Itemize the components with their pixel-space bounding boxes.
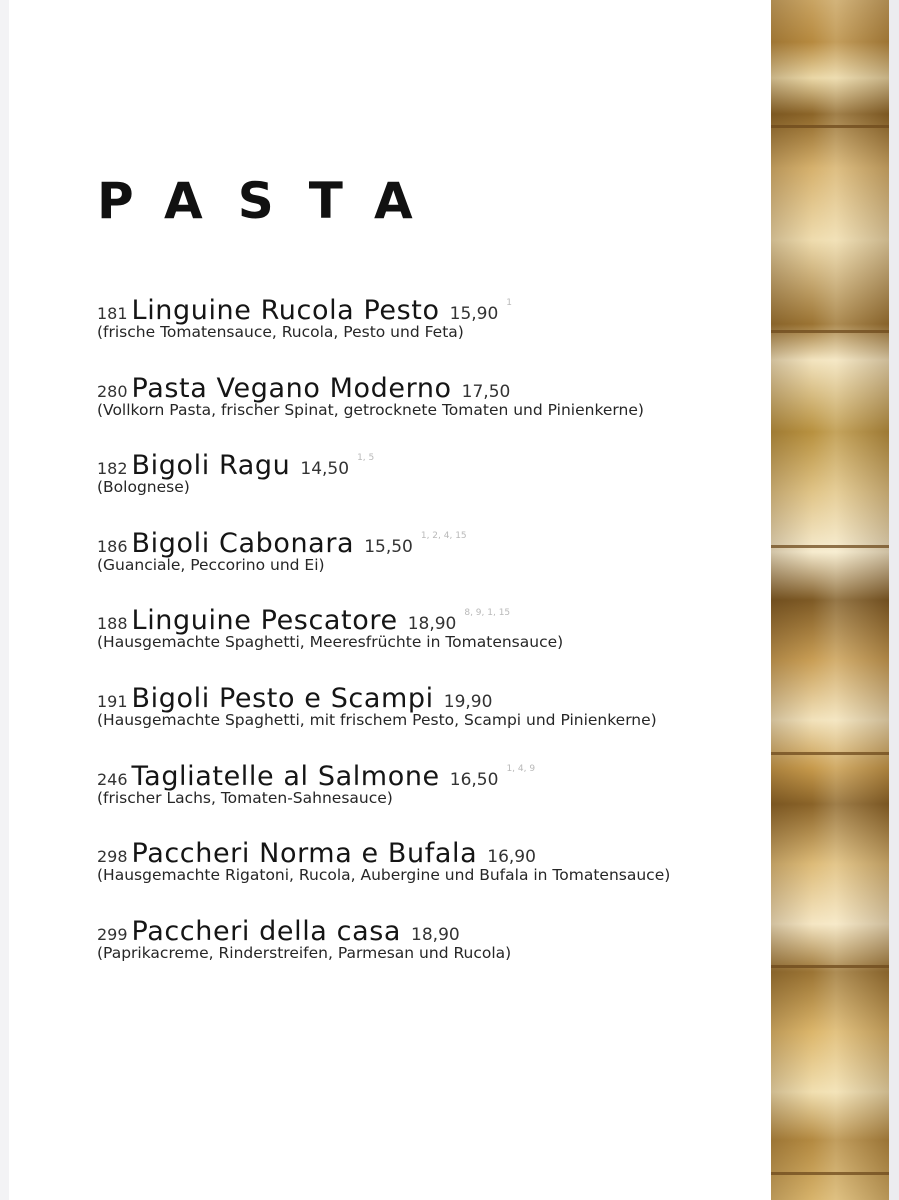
item-description: (Hausgemachte Rigatoni, Rucola, Aubergine und Bufala in Tomatensauce) bbox=[97, 866, 671, 885]
menu-item-line bbox=[97, 674, 762, 714]
item-name: Bigoli Pesto e Scampi bbox=[131, 682, 434, 714]
menu-item bbox=[97, 441, 762, 519]
menu-item bbox=[97, 364, 762, 442]
item-description: (Guanciale, Peccorino und Ei) bbox=[97, 555, 325, 574]
item-price: 18,90 bbox=[407, 614, 457, 635]
menu-item-line bbox=[97, 519, 762, 559]
pasta-photo-shading bbox=[771, 0, 889, 1200]
item-allergens: 1, 2, 4, 15 bbox=[420, 530, 467, 541]
pasta-groove bbox=[771, 545, 889, 548]
pasta-groove bbox=[771, 965, 889, 968]
item-number: 182 bbox=[97, 459, 128, 479]
item-number: 181 bbox=[97, 304, 128, 323]
pasta-groove bbox=[771, 330, 889, 333]
item-number: 186 bbox=[97, 536, 128, 556]
item-price: 15,50 bbox=[364, 536, 413, 557]
item-price: 19,90 bbox=[443, 691, 493, 712]
item-allergens: 1, 5 bbox=[357, 453, 375, 464]
item-number: 246 bbox=[97, 769, 128, 789]
item-description: (frischer Lachs, Tomaten-Sahnesauce) bbox=[97, 788, 393, 807]
menu-item-line bbox=[97, 596, 762, 637]
item-name: Paccheri della casa bbox=[131, 915, 402, 947]
item-name: Bigoli Ragu bbox=[131, 450, 291, 482]
menu-item bbox=[97, 519, 762, 597]
item-number: 298 bbox=[97, 847, 128, 867]
menu-item-line bbox=[97, 752, 762, 792]
item-description: (Hausgemachte Spaghetti, mit frischem Pesto, Scampi und Pinienkerne) bbox=[97, 710, 657, 729]
item-allergens: 8, 9, 1, 15 bbox=[464, 608, 511, 619]
menu-item-line bbox=[97, 286, 762, 326]
item-name: Tagliatelle al Salmone bbox=[131, 760, 440, 792]
item-number: 280 bbox=[97, 381, 128, 401]
item-name: Linguine Rucola Pesto bbox=[131, 295, 440, 326]
menu-item bbox=[97, 286, 762, 364]
item-price: 18,90 bbox=[411, 924, 460, 945]
item-description: (Hausgemachte Spaghetti, Meeresfrüchte in Tomatensauce) bbox=[97, 633, 564, 652]
item-price: 17,50 bbox=[461, 381, 511, 402]
menu-item-line bbox=[97, 829, 762, 870]
item-allergens: 1 bbox=[506, 298, 513, 308]
pasta-groove bbox=[771, 1172, 889, 1175]
page-edge bbox=[889, 0, 899, 1200]
item-price: 16,90 bbox=[487, 847, 536, 868]
menu-item-line bbox=[97, 907, 762, 947]
item-price: 15,90 bbox=[449, 304, 499, 324]
menu-item bbox=[97, 829, 762, 907]
menu-section-title: PASTA bbox=[97, 172, 448, 230]
item-name: Linguine Pescatore bbox=[131, 605, 398, 637]
item-name: Paccheri Norma e Bufala bbox=[131, 838, 478, 870]
menu-list bbox=[97, 286, 762, 984]
item-number: 188 bbox=[97, 614, 128, 634]
menu-item bbox=[97, 752, 762, 830]
item-description: (Paprikacreme, Rinderstreifen, Parmesan und Rucola) bbox=[97, 943, 512, 962]
menu-item-line bbox=[97, 441, 762, 482]
item-price: 16,50 bbox=[449, 769, 499, 790]
pasta-photo bbox=[771, 0, 889, 1200]
item-allergens: 1, 4, 9 bbox=[506, 763, 536, 774]
item-description: (Vollkorn Pasta, frischer Spinat, getrocknete Tomaten und Pinienkerne) bbox=[97, 400, 644, 419]
pasta-groove bbox=[771, 125, 889, 128]
item-description: (frische Tomatensauce, Rucola, Pesto und Feta) bbox=[97, 323, 464, 341]
menu-item bbox=[97, 674, 762, 752]
item-name: Bigoli Cabonara bbox=[131, 527, 355, 559]
menu-item bbox=[97, 907, 762, 985]
item-name: Pasta Vegano Moderno bbox=[131, 372, 452, 404]
menu-item bbox=[97, 596, 762, 674]
item-price: 14,50 bbox=[300, 459, 350, 480]
item-description: (Bolognese) bbox=[97, 478, 190, 497]
item-number: 191 bbox=[97, 691, 128, 711]
pasta-groove bbox=[771, 752, 889, 755]
item-number: 299 bbox=[97, 924, 128, 944]
menu-item-line bbox=[97, 364, 762, 404]
